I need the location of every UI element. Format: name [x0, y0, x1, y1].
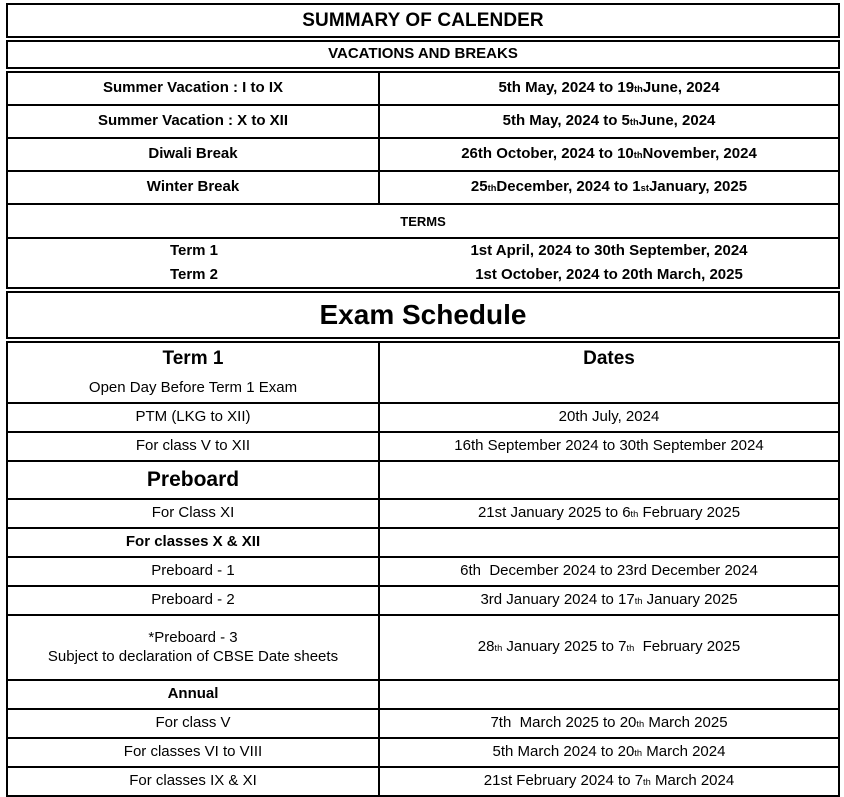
table-row — [8, 498, 838, 527]
exam-item-dates: 16th September 2024 to 30th September 2024 — [454, 437, 764, 455]
vacation-dates: 5th May, 2024 to 5 th June, 2024 — [502, 112, 716, 130]
table-row — [8, 375, 838, 402]
exam-item-label-line2: Subject to declaration of CBSE Date sheets — [47, 647, 339, 665]
exam-item-dates — [380, 375, 838, 402]
table-row — [8, 431, 838, 460]
terms-section-title-wrap — [6, 205, 840, 237]
vacation-dates: 26th October, 2024 to 10 th November, 2024 — [461, 145, 757, 163]
vacation-label: Summer Vacation : X to XII — [8, 106, 380, 137]
exam-item-dates: 3rd January 2024 to 17 th January 2025 — [480, 591, 738, 609]
table-row — [8, 460, 838, 498]
exam-item-dates: 28 th January 2025 to 7 th February 2025 — [477, 638, 741, 656]
exam-schedule-title-block — [6, 291, 840, 339]
table-row — [8, 556, 838, 585]
vacation-dates: 5th May, 2024 to 19 th June, 2024 — [498, 79, 720, 97]
terms-table — [6, 237, 840, 289]
exam-item-dates: 21st February 2024 to 7 th March 2024 — [483, 772, 735, 790]
exam-item-dates: 20th July, 2024 — [558, 408, 660, 426]
table-row — [8, 104, 838, 137]
exam-item-label: PTM (LKG to XII) — [8, 404, 380, 431]
table-row — [8, 170, 838, 203]
document-title-block — [6, 3, 840, 38]
vacation-label: Summer Vacation : I to IX — [8, 73, 380, 104]
term-dates: 1st April, 2024 to 30th September, 2024 — [470, 241, 748, 259]
column-header-term: Term 1 — [8, 343, 380, 375]
table-row — [8, 263, 838, 287]
exam-item-label — [8, 616, 380, 679]
vacations-table — [6, 71, 840, 205]
exam-item-dates: 7th March 2025 to 20 th March 2025 — [490, 714, 728, 732]
vacations-section — [6, 40, 840, 69]
table-row — [8, 737, 838, 766]
term-label: Term 1 — [169, 241, 219, 259]
term-label: Term 2 — [169, 265, 219, 283]
vacation-label: Winter Break — [8, 172, 380, 203]
table-row — [8, 73, 838, 104]
exam-item-label: For classes IX & XI — [8, 768, 380, 795]
exam-schedule-rows — [8, 375, 838, 795]
exam-item-label: For classes X & XII — [8, 529, 380, 556]
table-row — [8, 766, 838, 795]
table-row — [8, 585, 838, 614]
exam-item-label-line1: *Preboard - 3 — [148, 629, 238, 647]
exam-item-dates — [380, 462, 838, 498]
table-row — [8, 402, 838, 431]
exam-schedule-title: Exam Schedule — [319, 298, 527, 330]
exam-item-label: For class V — [8, 710, 380, 737]
table-row — [8, 137, 838, 170]
vacation-label: Diwali Break — [8, 139, 380, 170]
exam-item-dates — [380, 529, 838, 556]
table-header-row — [8, 343, 838, 375]
table-row — [8, 239, 838, 263]
exam-item-label: For classes VI to VIII — [8, 739, 380, 766]
table-row — [8, 708, 838, 737]
exam-item-label: Preboard — [8, 462, 380, 498]
exam-schedule-table — [6, 341, 840, 797]
exam-item-dates: 5th March 2024 to 20 th March 2024 — [492, 743, 726, 761]
page-title: SUMMARY OF CALENDER — [302, 9, 544, 31]
exam-item-label: Annual — [8, 681, 380, 708]
exam-item-label: For class V to XII — [8, 433, 380, 460]
exam-item-label: For Class XI — [8, 500, 380, 527]
exam-item-dates — [380, 681, 838, 708]
column-header-dates: Dates — [583, 348, 635, 370]
vacations-section-title: VACATIONS AND BREAKS — [328, 45, 518, 63]
terms-section-title: TERMS — [400, 213, 446, 229]
vacation-dates: 25 th December, 2024 to 1 st January, 2025 — [470, 178, 748, 196]
exam-item-label: Preboard - 1 — [8, 558, 380, 585]
exam-item-label: Open Day Before Term 1 Exam — [8, 375, 380, 402]
exam-item-dates: 6th December 2024 to 23rd December 2024 — [460, 562, 758, 580]
table-row — [8, 614, 838, 679]
exam-item-label: Preboard - 2 — [8, 587, 380, 614]
table-row — [8, 679, 838, 708]
exam-item-dates: 21st January 2025 to 6 th February 2025 — [477, 504, 741, 522]
term-dates: 1st October, 2024 to 20th March, 2025 — [475, 265, 743, 283]
table-row — [8, 527, 838, 556]
